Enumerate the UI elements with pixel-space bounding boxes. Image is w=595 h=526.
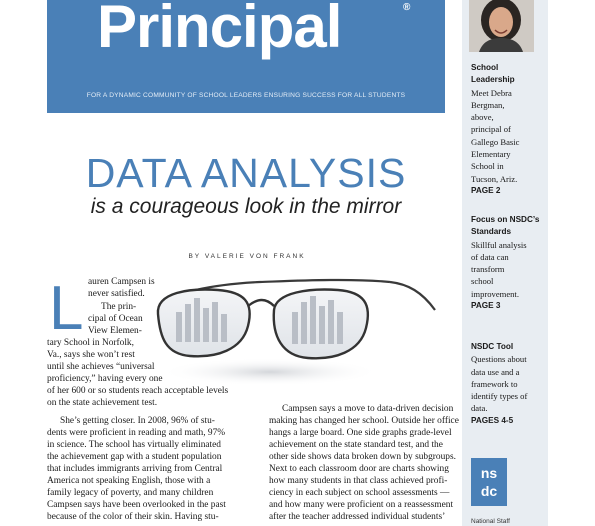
sidebar-line: principal of [471,124,511,135]
article-byline: BY VALERIE VON FRANK [188,253,306,260]
body-line: until she achieves “universal [47,362,155,372]
sidebar-line: data use and a [471,366,520,377]
body-line: in science. The school has virtually eliminated [47,440,221,450]
body-line: cipal of Ocean [88,314,143,324]
body-line: Va., says she won’t rest [47,350,135,360]
sidebar-heading: NSDC Tool [471,342,514,351]
sidebar-item-school-leadership[interactable] [471,62,541,197]
drop-cap: L [49,274,84,343]
sidebar-page-ref: PAGE 2 [471,185,501,195]
sidebar-line: Tucson, Ariz. [471,173,518,184]
principal-photo [469,0,534,52]
body-line: after the teacher addressed individual students’ [269,512,446,522]
publication-title: Principal [97,0,342,60]
body-line: dents were proficient in reading and math, 97% [47,428,226,438]
body-line: auren Campsen is [88,277,155,287]
sidebar-line: data. [471,403,488,414]
masthead-tagline: FOR A DYNAMIC COMMUNITY OF SCHOOL LEADERS ENSURING SUCCESS FOR ALL STUDENTS [86,92,406,99]
body-line: Campsen says a move to data-driven decision [282,404,454,414]
svg-text:dc: dc [480,483,498,499]
registered-mark: ® [403,2,411,13]
sidebar-line: Gallego Basic [471,136,520,147]
sidebar-line: framework to [471,378,518,389]
body-line: and how many were proficient on a reassessment [269,500,454,510]
article-subhead: is a courageous look in the mirror [90,195,402,218]
body-line: of her 600 or so students reach acceptable levels [47,386,229,396]
sidebar-line: transform [471,264,505,275]
sidebar-line: Elementary [471,149,511,160]
sidebar-heading: School Leadership [471,63,515,85]
sidebar-line: Questions about [471,354,527,365]
sidebar-item-focus-standards[interactable] [471,214,541,312]
masthead-banner [47,0,445,113]
body-line: making has changed her school. Outside her office [269,416,459,426]
article-headline: DATA ANALYSIS [85,150,407,196]
body-line: how many students in that class achieved profi- [269,476,448,486]
sidebar-page-ref: PAGE 3 [471,301,501,311]
body-line: never satisfied. [88,289,145,299]
body-line: America not speaking English, those with a [47,476,211,486]
body-line: ciency in each subject on school assessments — [269,488,450,498]
body-line: achievement on the state standard test, and the [269,440,443,450]
body-line: Next to each classroom door are charts showing [269,464,449,474]
sidebar-page-ref: PAGES 4-5 [471,415,514,425]
body-line: proficiency,” having every one [47,374,163,384]
sidebar-line: of data can [471,251,509,262]
nsdc-footer-text: National Staff [471,518,510,525]
sidebar-line: above, [471,112,494,123]
svg-text:ns: ns [480,465,498,481]
sidebar-line: school [471,276,494,287]
sidebar-heading: Focus on NSDC’s Standards [471,215,540,237]
body-line: that includes immigrants arriving from Central [47,464,223,474]
body-line: View Elemen- [88,326,142,336]
sidebar-line: Bergman, [471,99,505,110]
sidebar-line: improvement. [471,288,519,299]
body-line: other side shows data broken down by subgroups. [269,452,456,462]
body-line: hangs a large board. One side graphs grade-level [269,428,452,438]
body-line: family legacy of poverty, and many children [47,488,214,498]
sidebar-line: identify types of [471,391,528,402]
body-line: tary School in Norfolk, [47,338,134,348]
body-line: on the state achievement test. [47,398,158,408]
body-line: the achievement gap with a student population [47,452,222,462]
body-line: because of the color of their skin. Having stu- [47,512,219,522]
body-line: She’s getting closer. In 2008, 96% of stu- [60,416,215,426]
sidebar-line: Skillful analysis [471,239,527,250]
nsdc-logo [471,458,507,506]
body-line: Campsen says have been overlooked in the past [47,500,226,510]
sidebar-line: School in [471,161,504,172]
sidebar-line: Meet Debra [471,87,512,98]
sidebar-item-nsdc-tool[interactable] [471,341,541,427]
body-line: The prin- [101,302,137,312]
